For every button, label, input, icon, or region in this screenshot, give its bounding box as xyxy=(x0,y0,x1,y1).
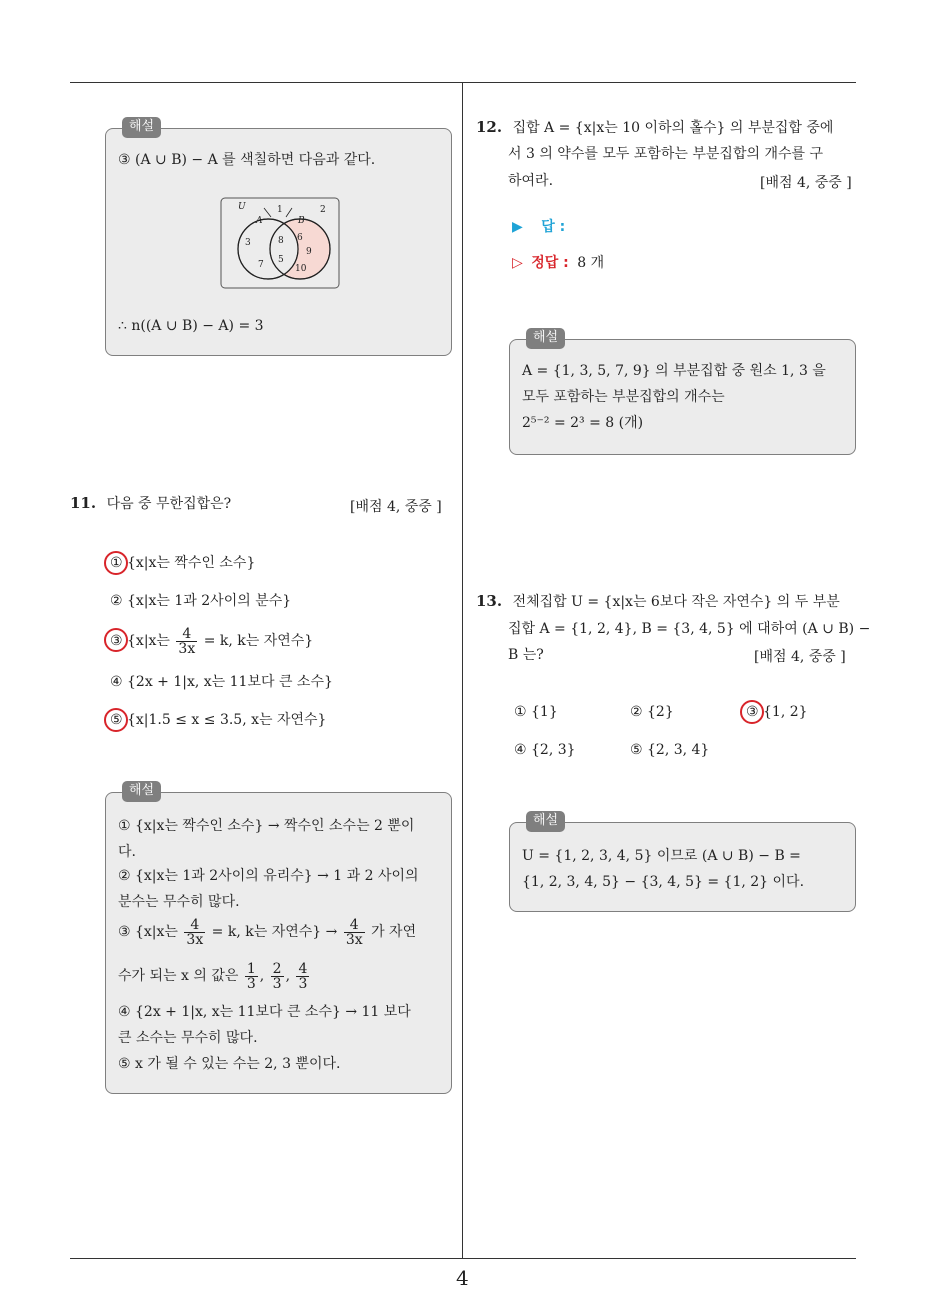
play-icon: ▶ xyxy=(512,219,523,235)
question-text: 하여라. xyxy=(508,173,554,189)
solution-box-12 xyxy=(509,330,856,455)
question-text: 다음 중 무한집합은? xyxy=(106,496,232,512)
solution-line: ① {x|x는 짝수인 소수} → 짝수인 소수는 2 뿐이 xyxy=(118,818,415,834)
venn-value: 8 xyxy=(278,236,284,246)
option-2[interactable]: ② {x|x는 1과 2사이의 분수} xyxy=(110,593,292,609)
option-5[interactable]: ⑤ {2, 3, 4} xyxy=(630,742,710,758)
question-text: B 는? xyxy=(508,647,544,663)
option-4[interactable]: ④ {2x + 1|x, x는 11보다 큰 소수} xyxy=(110,674,333,690)
solution-line: 모두 포함하는 부분집합의 개수는 xyxy=(522,389,725,405)
correct-label: 정답 : xyxy=(531,255,569,271)
solution-line: A = {1, 3, 5, 7, 9} 의 부분집합 중 원소 1, 3 을 xyxy=(522,363,826,379)
page-number: 4 xyxy=(456,1266,469,1290)
correct-value: 8 개 xyxy=(577,255,605,271)
question-number: 13. xyxy=(476,592,503,610)
venn-value: 5 xyxy=(278,255,284,265)
venn-label-a: A xyxy=(256,216,263,226)
solution-line: ③ {x|x는 $\frac{4}{3x}$ = k, k는 자연수} → $\frac{4}{3x}$ 가 자연 xyxy=(118,916,417,948)
answer-row xyxy=(512,218,565,236)
top-rule xyxy=(70,82,856,83)
venn-value: 7 xyxy=(258,260,264,270)
question-11 xyxy=(70,494,231,513)
answer-mark-circle xyxy=(104,628,128,652)
answer-label: 답 : xyxy=(541,219,566,235)
venn-value: 6 xyxy=(297,233,303,243)
solution-line: {1, 2, 3, 4, 5} − {3, 4, 5} = {1, 2} 이다. xyxy=(522,874,805,890)
option-3[interactable] xyxy=(110,624,313,658)
question-text: 서 3 의 약수를 모두 포함하는 부분집합의 개수를 구 xyxy=(508,146,823,162)
solution-line: 2⁵⁻² = 2³ = 8 (개) xyxy=(522,415,644,431)
solution-conclusion: ∴ n((A ∪ B) − A) = 3 xyxy=(118,318,264,334)
venn-label-b: B xyxy=(298,216,305,226)
fraction: $\frac{4}{3x}$ xyxy=(186,916,204,948)
question-13 xyxy=(476,592,840,611)
question-text: 집합 A = {x|x는 10 이하의 홀수} 의 부분집합 중에 xyxy=(512,120,834,136)
column-divider xyxy=(462,83,463,1258)
venn-value: 2 xyxy=(320,205,326,215)
bottom-rule xyxy=(70,1258,856,1259)
solution-line: 다. xyxy=(118,844,136,860)
solution-line: ⑤ x 가 될 수 있는 수는 2, 3 뿐이다. xyxy=(118,1056,341,1072)
question-score: [배점 4, 중중 ] xyxy=(754,649,846,665)
fraction: $\frac{4}{3x}$ xyxy=(345,916,363,948)
option-3[interactable]: ③ {1, 2} xyxy=(746,704,808,720)
venn-value: 1 xyxy=(277,205,283,215)
solution-line: ② {x|x는 1과 2사이의 유리수} → 1 과 2 사이의 xyxy=(118,868,419,884)
question-score: [배점 4, 중중 ] xyxy=(350,499,442,515)
question-text: 집합 A = {1, 2, 4}, B = {3, 4, 5} 에 대하여 (A ∪ B) − xyxy=(508,621,871,637)
venn-value: 9 xyxy=(306,247,312,257)
solution-box-11 xyxy=(105,783,452,1094)
solution-line: ④ {2x + 1|x, x는 11보다 큰 소수} → 11 보다 xyxy=(118,1004,411,1020)
solution-tag: 해설 xyxy=(526,811,565,832)
solution-line: U = {1, 2, 3, 4, 5} 이므로 (A ∪ B) − B = xyxy=(522,848,801,864)
solution-line: 분수는 무수히 많다. xyxy=(118,894,240,910)
solution-line: 수가 되는 x 의 값은 $\frac{1}{3}$ , $\frac{2}{3}$ , $\frac{4}{3}$ xyxy=(118,960,308,992)
solution-line: 큰 소수는 무수히 많다. xyxy=(118,1030,258,1046)
question-number: 11. xyxy=(70,494,97,512)
fraction: $\frac{4}{3}$ xyxy=(298,960,308,992)
option-3-pre: {x|x는 xyxy=(127,633,170,649)
solution-box-10 xyxy=(105,119,452,356)
solution-line: ③ (A ∪ B) − A 를 색칠하면 다음과 같다. xyxy=(118,152,376,168)
option-1[interactable]: ① {1} xyxy=(514,704,558,720)
option-3-marker: ③ xyxy=(110,633,123,649)
solution-tag: 해설 xyxy=(122,781,161,802)
fraction: $\frac{2}{3}$ xyxy=(272,960,282,992)
solution-tag: 해설 xyxy=(122,117,161,138)
option-1[interactable]: ① {x|x는 짝수인 소수} xyxy=(110,555,256,571)
question-text: 전체집합 U = {x|x는 6보다 작은 자연수} 의 두 부분 xyxy=(512,594,840,610)
option-4[interactable]: ④ {2, 3} xyxy=(514,742,576,758)
correct-answer-row xyxy=(512,254,604,272)
venn-value: 10 xyxy=(295,264,307,274)
question-12 xyxy=(476,118,833,137)
option-3-post: = k, k는 자연수} xyxy=(203,633,314,649)
option-2[interactable]: ② {2} xyxy=(630,704,674,720)
venn-diagram xyxy=(220,197,344,291)
solution-box-13 xyxy=(509,813,856,912)
answer-mark-circle xyxy=(104,551,128,575)
venn-value: 3 xyxy=(245,238,251,248)
outline-play-icon: ▷ xyxy=(512,255,523,271)
option-5[interactable]: ⑤ {x|1.5 ≤ x ≤ 3.5, x는 자연수} xyxy=(110,712,327,728)
fraction: $\frac{4}{3x}$ xyxy=(178,625,196,657)
venn-label-u: U xyxy=(238,202,246,212)
answer-mark-circle xyxy=(740,700,764,724)
answer-mark-circle xyxy=(104,708,128,732)
solution-tag: 해설 xyxy=(526,328,565,349)
fraction: $\frac{1}{3}$ xyxy=(246,960,256,992)
question-number: 12. xyxy=(476,118,503,136)
question-score: [배점 4, 중중 ] xyxy=(760,175,852,191)
